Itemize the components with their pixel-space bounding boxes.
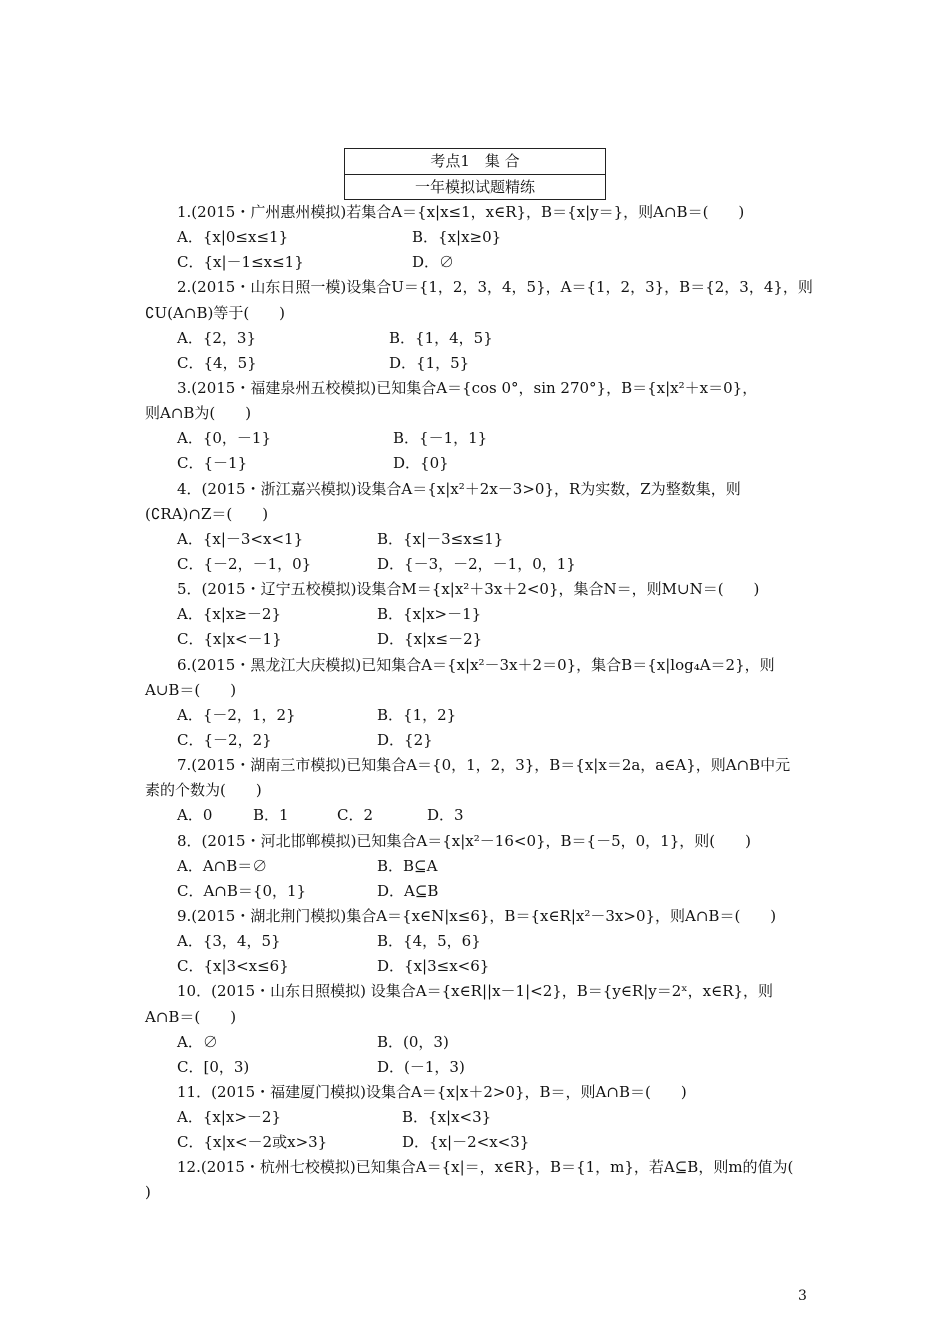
question-10-line: A∩B＝( )	[145, 1007, 237, 1026]
option: C．{4，5}	[177, 353, 257, 372]
option: C．{x|－1≤x≤1}	[177, 253, 304, 272]
option: C．A∩B＝{0，1}	[177, 881, 307, 900]
question-4-line: (∁RA)∩Z＝( )	[145, 504, 269, 523]
question-3-line: 3.(2015・福建泉州五校模拟)已知集合A＝{cos 0°，sin 270°}，B＝{x|x²＋x＝0}，	[177, 378, 758, 397]
option: B．{4，5，6}	[377, 932, 481, 951]
option: B．B⊆A	[377, 856, 438, 875]
question-12-line: 12.(2015・杭州七校模拟)已知集合A＝{x|＝，x∈R}，B＝{1，m}，若A⊆B，则m的值为(	[177, 1158, 794, 1177]
option: D．{2}	[377, 730, 433, 749]
question-7-line: 素的个数为( )	[145, 781, 262, 800]
question-6-line: A∪B＝( )	[145, 680, 237, 699]
option: A．A∩B＝∅	[177, 856, 268, 875]
question-3-line: 则A∩B为( )	[145, 404, 252, 423]
question-5-line: 5．(2015・辽宁五校模拟)设集合M＝{x|x²＋3x＋2<0}，集合N＝，则M∪N＝( )	[177, 580, 760, 599]
option: A．{3，4，5}	[177, 932, 281, 951]
question-4-options	[145, 527, 815, 552]
question-3-options	[145, 451, 815, 476]
question-9-options	[145, 954, 815, 979]
question-11-options	[145, 1105, 815, 1130]
question-2-line: ∁U(A∩B)等于( )	[145, 303, 286, 322]
question-8-line: 8．(2015・河北邯郸模拟)已知集合A＝{x|x²－16<0}，B＝{－5，0，1}，则( )	[177, 831, 751, 850]
option: B．{1，2}	[377, 705, 457, 724]
section-title: 考点1 集 合	[430, 152, 520, 170]
option: C．{－2，－1，0}	[177, 554, 312, 573]
option: D．{x|－2<x<3}	[402, 1133, 530, 1152]
option: D．∅	[412, 253, 455, 272]
option: B．1	[253, 806, 289, 825]
option: D．(－1，3)	[377, 1057, 465, 1076]
section-subtitle: 一年模拟试题精练	[345, 174, 605, 200]
question-11-options	[145, 1130, 815, 1155]
question-12-line: )	[145, 1183, 151, 1202]
option: D．{1，5}	[389, 353, 470, 372]
option: A．0	[177, 806, 213, 825]
option: A．{x|x≥－2}	[177, 605, 282, 624]
option: A．{x|x>－2}	[177, 1108, 282, 1127]
question-8-options	[145, 879, 815, 904]
question-6-options	[145, 728, 815, 753]
question-5-options	[145, 627, 815, 652]
option: B．{x|x≥0}	[412, 228, 502, 247]
question-6-line: 6.(2015・黑龙江大庆模拟)已知集合A＝{x|x²－3x＋2＝0}，集合B＝{x|log₄A＝2}，则	[177, 655, 775, 674]
option: D．{－3，－2，－1，0，1}	[377, 554, 576, 573]
question-4-line: 4．(2015・浙江嘉兴模拟)设集合A＝{x|x²＋2x－3>0}，R为实数，Z为整数集，则	[177, 479, 741, 498]
question-2-options	[145, 326, 815, 351]
option: A．{0，－1}	[177, 429, 272, 448]
question-7-options	[145, 803, 815, 828]
question-10-options	[145, 1030, 815, 1055]
option: C．{－2，2}	[177, 730, 272, 749]
question-2-options	[145, 351, 815, 376]
option: A．{x|－3<x<1}	[177, 529, 304, 548]
question-10-line: 10．(2015・山东日照模拟) 设集合A＝{x∈R||x－1|<2}，B＝{y∈R|y＝2ˣ，x∈R}，则	[177, 982, 774, 1001]
option: A．{x|0≤x≤1}	[177, 228, 289, 247]
question-9-line: 9.(2015・湖北荆门模拟)集合A＝{x∈N|x≤6}，B＝{x∈R|x²－3x>0}，则A∩B＝( )	[177, 906, 777, 925]
option: B．(0，3)	[377, 1032, 449, 1051]
option: B．{x|x<3}	[402, 1108, 492, 1127]
page-number: 3	[798, 1288, 807, 1304]
option: A．∅	[177, 1032, 218, 1051]
option: C．{x|3<x≤6}	[177, 957, 289, 976]
question-4-options	[145, 552, 815, 577]
question-1-options	[145, 250, 815, 275]
option: C．2	[337, 806, 374, 825]
option: B．{x|－3≤x≤1}	[377, 529, 504, 548]
question-3-options	[145, 426, 815, 451]
option: C．{－1}	[177, 454, 248, 473]
question-10-options	[145, 1055, 815, 1080]
question-11-line: 11．(2015・福建厦门模拟)设集合A＝{x|x＋2>0}，B＝，则A∩B＝( )	[177, 1082, 687, 1101]
question-5-options	[145, 602, 815, 627]
option: D．{x|3≤x<6}	[377, 957, 490, 976]
question-9-options	[145, 929, 815, 954]
question-8-options	[145, 854, 815, 879]
option: D．{0}	[393, 454, 449, 473]
question-6-options	[145, 703, 815, 728]
option: C．[0，3)	[177, 1057, 250, 1076]
option: B．{1，4，5}	[389, 328, 493, 347]
option: A．{2，3}	[177, 328, 257, 347]
option: D．{x|x≤－2}	[377, 630, 483, 649]
option: B．{x|x>－1}	[377, 605, 482, 624]
question-2-line: 2.(2015・山东日照一模)设集合U＝{1，2，3，4，5}，A＝{1，2，3}，B＝{2，3，4}，则	[177, 278, 813, 297]
option: C．{x|x<－2或x>3}	[177, 1133, 328, 1152]
question-7-line: 7.(2015・湖南三市模拟)已知集合A＝{0，1，2，3}，B＝{x|x＝2a，a∈A}，则A∩B中元	[177, 756, 791, 775]
option: D．A⊆B	[377, 881, 439, 900]
question-1-line: 1.(2015・广州惠州模拟)若集合A＝{x|x≤1，x∈R}，B＝{x|y＝}，则A∩B＝( )	[177, 203, 745, 221]
section-title-box	[344, 148, 606, 200]
option: C．{x|x<－1}	[177, 630, 282, 649]
question-1-options	[145, 225, 815, 250]
question-list	[145, 200, 815, 1206]
option: D．3	[427, 806, 464, 825]
option: B．{－1，1}	[393, 429, 488, 448]
option: A．{－2，1，2}	[177, 705, 296, 724]
